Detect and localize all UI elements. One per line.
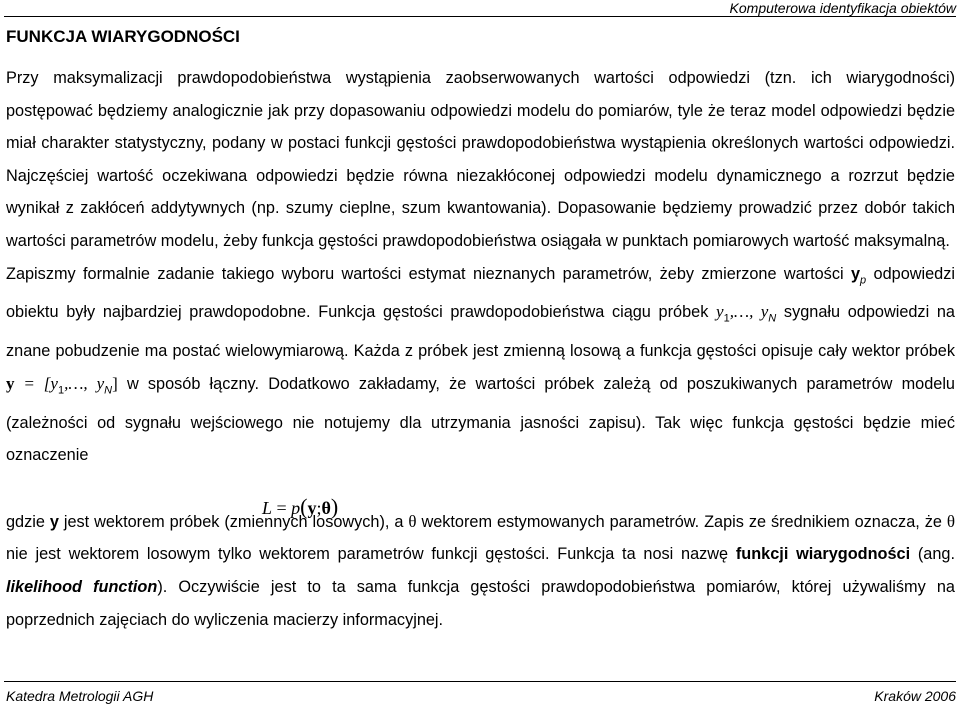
term-likelihood-pl: funkcji wiarygodności [735,545,911,564]
vector-sub-1: 1 [57,384,65,397]
header-divider [4,16,956,17]
vector-y: y [6,373,15,393]
vector-mid: ,…, y [64,373,105,393]
header-course-title: Komputerowa identyfikacja obiektów [729,0,956,16]
vector-definition: = [y [14,373,58,393]
sequence-sub-n: N [768,312,777,325]
formula-spacer [6,472,955,506]
paragraph-3 [6,506,955,636]
formula-semicolon: ; [316,498,322,518]
formula-close-paren: ) [330,494,339,519]
p3-text-3: wektorem estymowanych parametrów. Zapis ze średnikiem oznacza, że [416,512,947,531]
formula-L: L [262,498,273,518]
formula-equals: = [272,498,292,518]
document-body [6,62,955,636]
p3-text-5: (ang. [910,545,955,564]
footer-place-year: Kraków 2006 [874,688,956,704]
formula-p: p [291,498,301,518]
paragraph-1: Przy maksymalizacji prawdopodobieństwa wystąpienia zaobserwowanych wartości odpowiedzi (tzn. ich wiarygodności) postępować będziemy analogicznie jak przy dopasowaniu odpowiedzi modelu do pomiarów, tyle że teraz model odpowiedzi będzie miał charakter statystyczny, podany w postaci funkcji gęstości prawdopodobieństwa wystąpienia określonych wartości odpowiedzi. Najczęściej wartość oczekiwana odpowiedzi będzie równa niezakłóconej odpowiedzi modelu dynamicznego a rozrzut będzie wynikał z zakłóceń addytywnych (np. szumy cieplne, szum kwantowania). Dopasowanie będziemy prowadzić przez dobór takich wartości parametrów modelu, żeby funkcja gęstości prawdopodobieństwa osiągała w punktach pomiarowych wartość maksymalną. [6,69,955,250]
vector-close: ] [112,373,118,393]
vector-sub-n: N [104,384,113,397]
term-likelihood-en: likelihood function [6,578,158,597]
formula-theta: θ [321,498,331,518]
footer-department: Katedra Metrologii AGH [6,688,154,704]
formula-y: y [307,498,317,518]
footer-divider [4,681,956,682]
formula-open-paren: ( [300,494,308,519]
p2-text-4: w sposób łączny. Dodatkowo zakładamy, że wartości próbek zależą od poszukiwanych parametrów modelu (zależności od sygnału wejściowego nie notujemy dla utrzymania jasności zapisu). Tak więc funkcja gęstości będzie mieć oznaczenie [6,374,955,465]
symbol-yp-subscript: p [860,273,867,286]
likelihood-formula [262,494,338,520]
p2-text-2: odpowiedzi obiektu były najbardziej prawdopodobne. Funkcja gęstości prawdopodobieństwa ciągu próbek [6,264,955,322]
p3-text-1: gdzie [6,512,50,531]
p2-text-1: Zapiszmy formalnie zadanie takiego wyboru wartości estymat nieznanych parametrów, żeby zmierzone wartości [6,264,851,283]
p3-symbol-y: y [49,512,59,531]
p3-text-6: ). Oczywiście jest to ta sama funkcja gęstości prawdopodobieństwa pomiarów, której używaliśmy na poprzednich zajęciach do wyliczenia macierzy informacyjnej. [6,578,955,629]
symbol-yp: y [850,264,861,283]
theta-symbol-2: θ [946,511,955,531]
p3-text-4: nie jest wektorem losowym tylko wektorem parametrów funkcji gęstości. Funkcja ta nosi nazwę [6,545,736,564]
section-title: FUNKCJA WIARYGODNOŚCI [6,27,240,46]
sequence-mid: ,…, y [729,302,769,322]
sequence-sub-1: 1 [723,312,730,325]
paragraph-2 [6,258,955,472]
p2-text-3: sygnału odpowiedzi na znane pobudzenie ma postać wielowymiarową. Każda z próbek jest zmienną losową a funkcja gęstości opisuje cały wektor próbek [6,303,955,361]
sequence-y-start: y [716,302,724,322]
theta-symbol-1: θ [408,511,417,531]
p3-text-2: jest wektorem próbek (zmiennych losowych), a [58,512,409,531]
